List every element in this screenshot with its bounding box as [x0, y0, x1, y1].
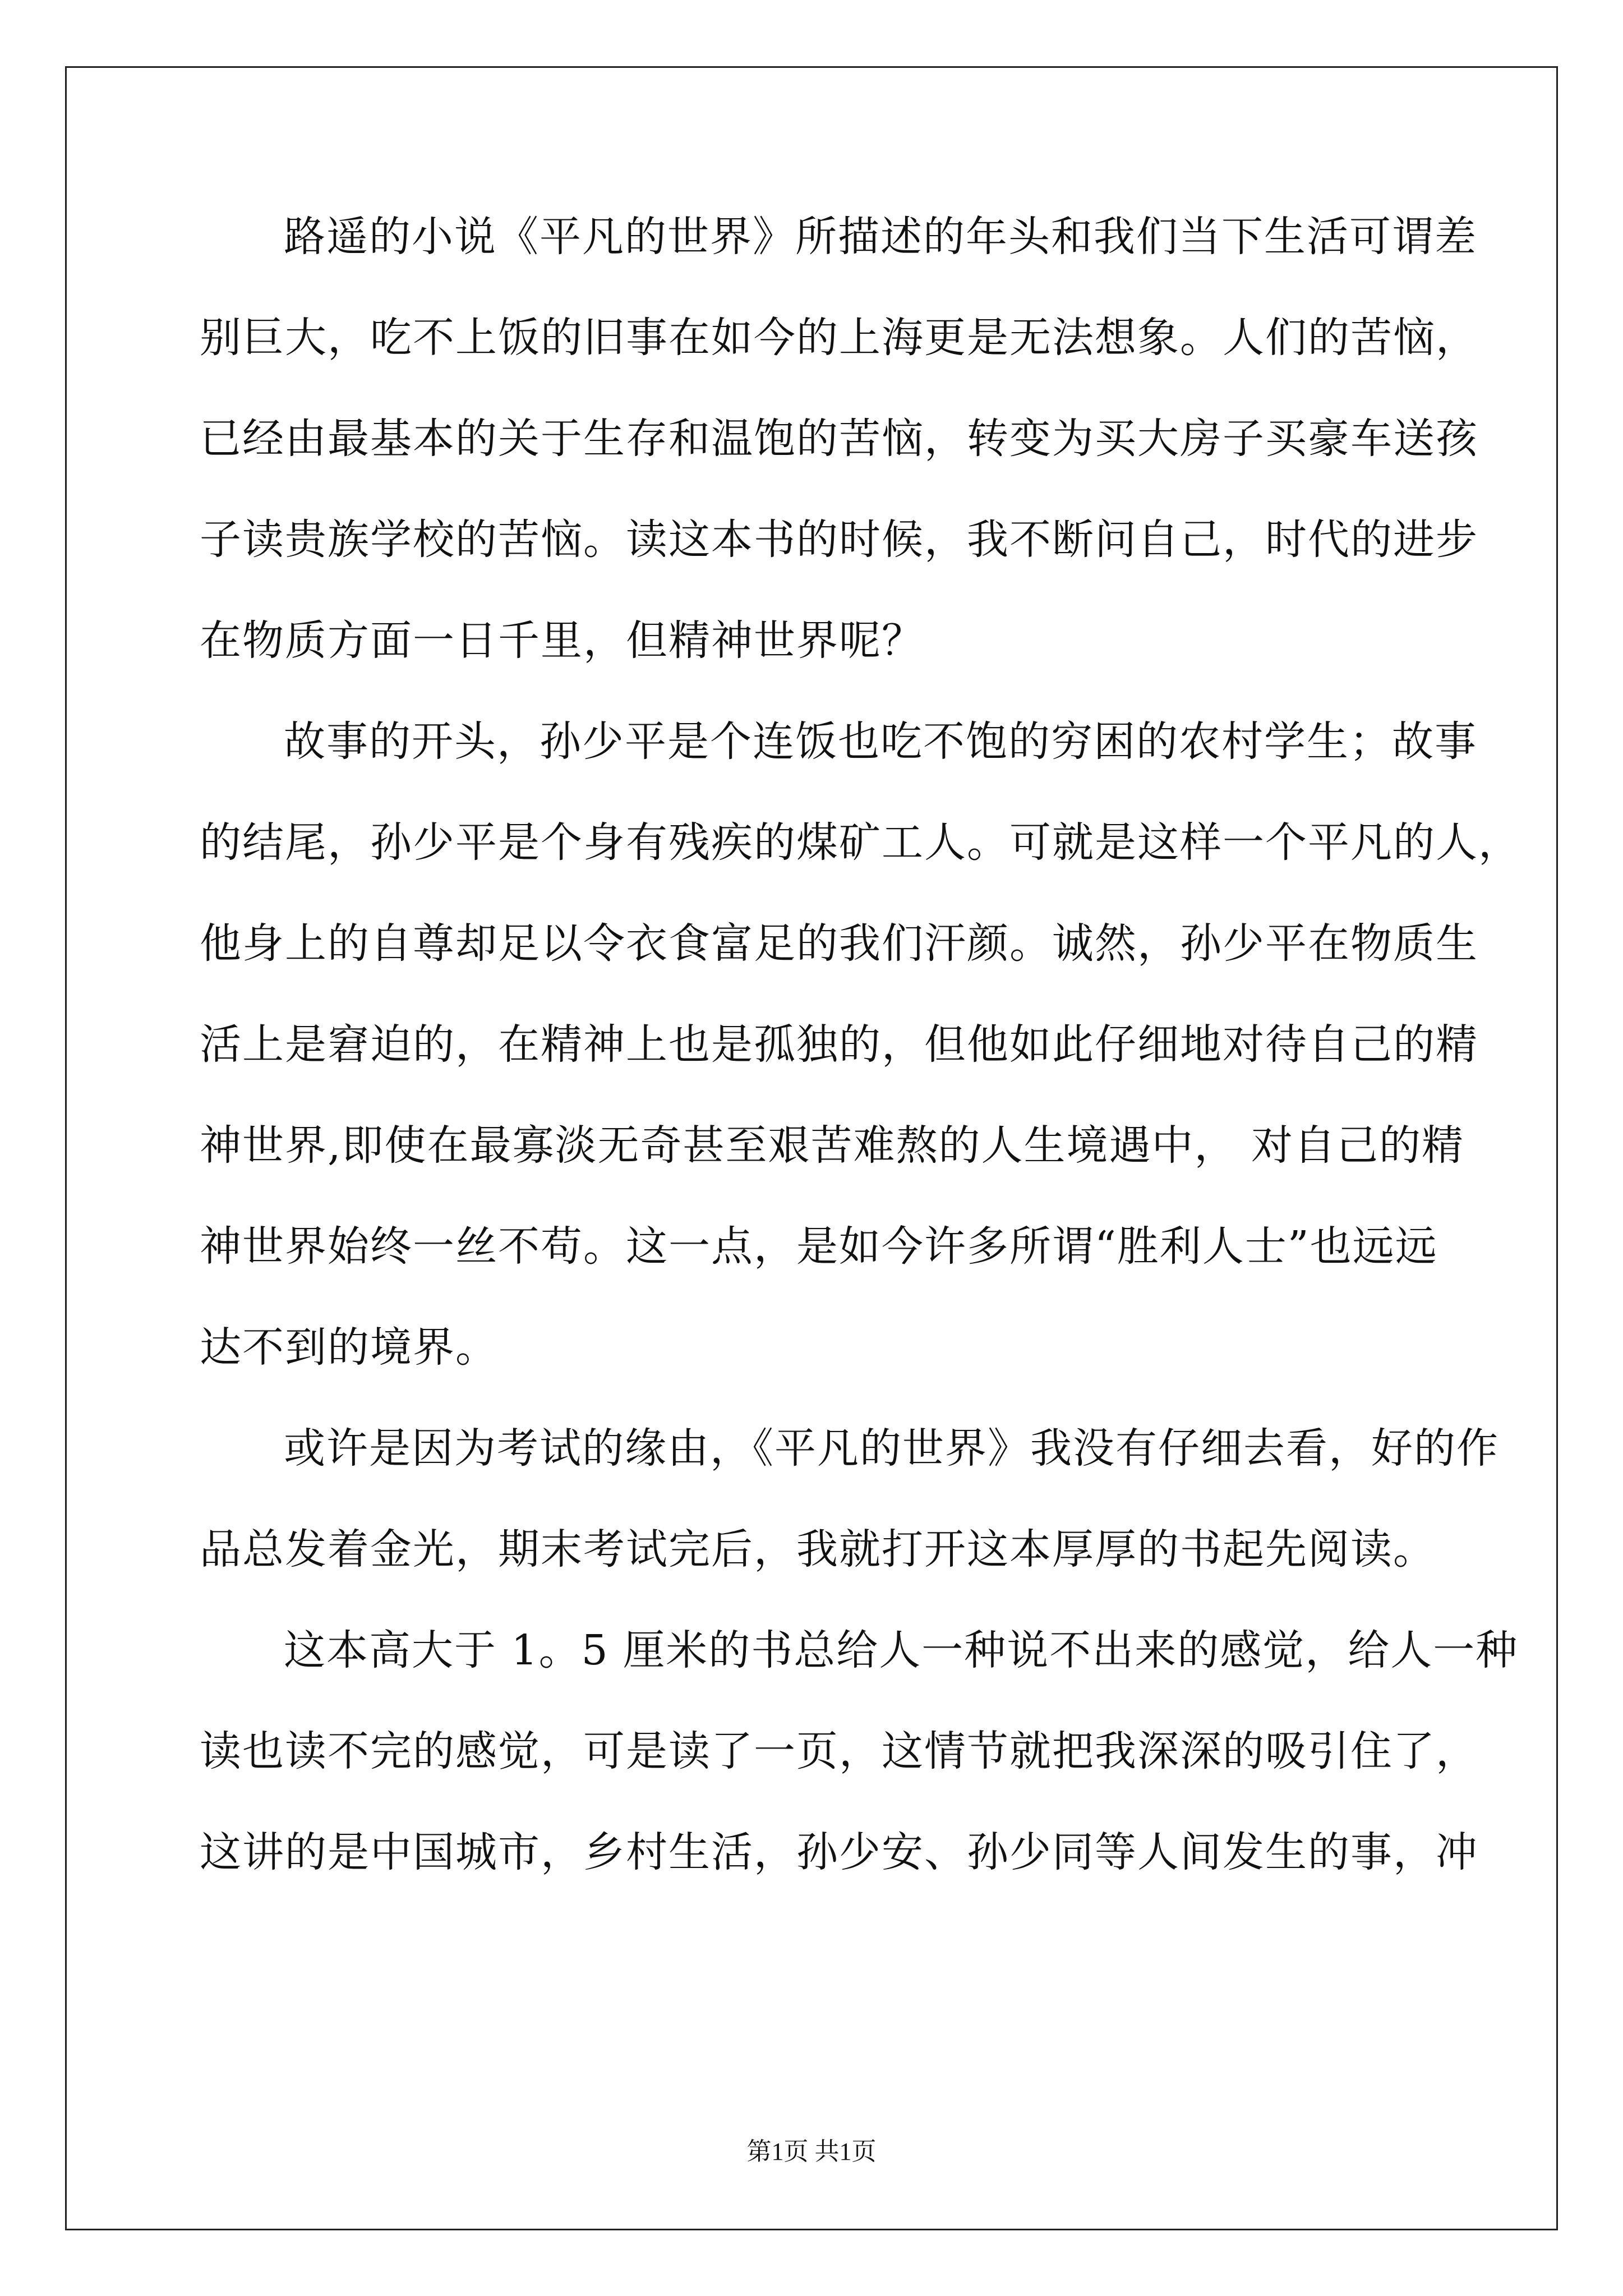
paragraph-4-line-3: 这讲的是中国城市，乡村生活，孙少安、孙少同等人间发生的事，冲 [200, 1828, 1478, 1876]
paragraph-2-line-4: 活上是窘迫的，在精神上也是孤独的，但他如此仔细地对待自己的精 [200, 1020, 1478, 1069]
paragraph-2-line-3: 他身上的自尊却足以令衣食富足的我们汗颜。诚然，孙少平在物质生 [200, 919, 1478, 968]
page-indicator: 第1页 共1页 [746, 2138, 877, 2165]
paragraph-2-line-5: 神世界,即使在最寡淡无奇甚至艰苦难熬的人生境遇中， 对自己的精 [200, 1121, 1465, 1170]
paragraph-2-line-7: 达不到的境界。 [200, 1323, 498, 1372]
paragraph-1-line-4: 子读贵族学校的苦恼。读这本书的时候，我不断问自己，时代的进步 [200, 516, 1478, 564]
paragraph-2-line-6: 神世界始终一丝不苟。这一点，是如今许多所谓“胜利人士”也远远 [200, 1222, 1438, 1271]
paragraph-1-line-1: 路遥的小说《平凡的世界》所描述的年头和我们当下生活可谓差 [284, 213, 1477, 261]
paragraph-3-line-1: 或许是因为考试的缘由，《平凡的世界》我没有仔细去看，好的作 [284, 1424, 1499, 1473]
paragraph-1-line-2: 别巨大，吃不上饭的旧事在如今的上海更是无法想象。人们的苦恼， [200, 314, 1478, 362]
paragraph-2-line-1: 故事的开头，孙少平是个连饭也吃不饱的穷困的农村学生；故事 [284, 717, 1477, 766]
paragraph-4-line-1: 这本高大于 1。5 厘米的书总给人一种说不出来的感觉，给人一种 [284, 1626, 1519, 1674]
paragraph-2-line-2: 的结尾，孙少平是个身有残疾的煤矿工人。可就是这样一个平凡的人， [200, 818, 1521, 867]
paragraph-1-line-3: 已经由最基本的关于生存和温饱的苦恼，转变为买大房子买豪车送孩 [200, 415, 1478, 463]
paragraph-3-line-2: 品总发着金光，期末考试完后，我就打开这本厚厚的书起先阅读。 [200, 1525, 1436, 1573]
paragraph-4-line-2: 读也读不完的感觉，可是读了一页，这情节就把我深深的吸引住了， [200, 1727, 1478, 1775]
paragraph-1-line-5: 在物质方面一日千里，但精神世界呢？ [200, 616, 924, 665]
